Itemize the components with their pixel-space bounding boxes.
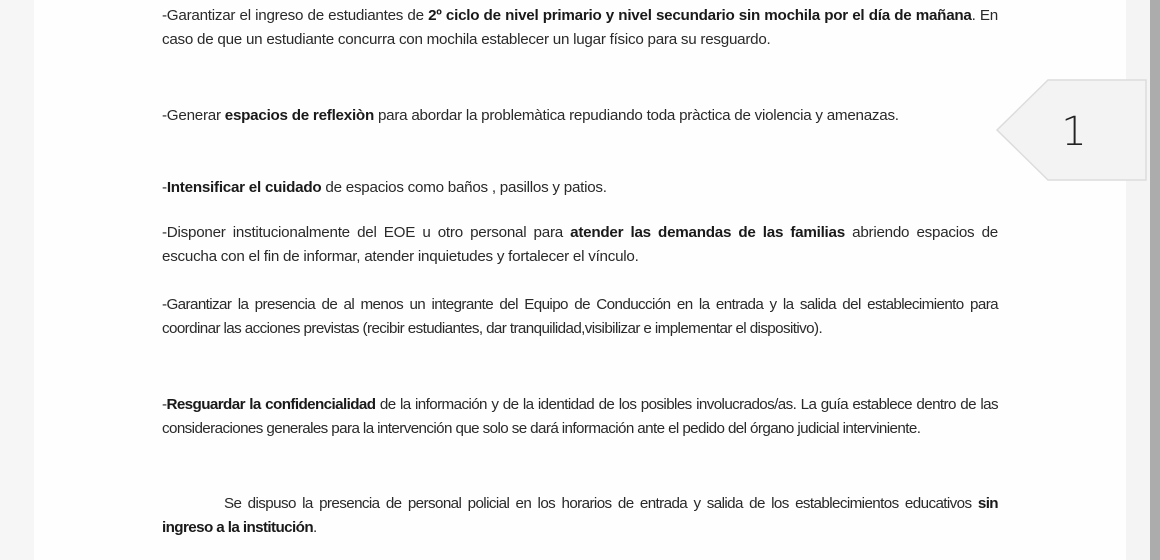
paragraph-confidencialidad xyxy=(162,393,998,441)
text-segment: - xyxy=(162,179,167,196)
text-segment: -Disponer institucionalmente del EOE u otro personal para xyxy=(162,224,571,241)
text-segment: de la información y de la identidad de los posibles involucrados/as. La guía establece dentro de las consideraciones generales para la intervención que solo se dará información ante el pedido del órgano judicial interviniente. xyxy=(162,396,998,437)
bold-text-segment: 2º ciclo de nivel primario y nivel secundario sin mochila por el día de mañana xyxy=(428,7,972,24)
bold-text-segment: atender las demandas de las familias xyxy=(570,224,845,241)
text-segment: abriendo espacios de escucha con el fin de informar, atender inquietudes y fortalecer el vínculo. xyxy=(162,224,998,265)
text-segment: . xyxy=(313,519,317,536)
scrollbar[interactable] xyxy=(1150,0,1160,560)
text-segment: de espacios como baños , pasillos y patios. xyxy=(321,179,607,196)
paragraph-reflexion xyxy=(162,104,998,128)
bold-text-segment: Intensificar el cuidado xyxy=(166,179,322,196)
paragraph-personal-policial xyxy=(162,492,998,540)
page-number: 1 xyxy=(1061,109,1087,155)
text-segment: . En caso de que un estudiante concurra con mochila establecer un lugar físico para su resguardo. xyxy=(162,7,998,48)
paragraph-equipo-conduccion xyxy=(162,293,998,341)
bold-text-segment: espacios de reflexiòn xyxy=(224,107,374,124)
bold-text-segment: sin ingreso a la institución xyxy=(162,495,998,536)
document-page xyxy=(34,0,1126,560)
text-segment: -Garantizar la presencia de al menos un integrante del Equipo de Conducción en la entrada y la salida del establecimiento para coordinar las acciones previstas (recibir estudiantes, dar tranquilidad,visibilizar e implementar el dispositivo). xyxy=(162,296,998,337)
text-segment: Se dispuso la presencia de personal policial en los horarios de entrada y salida de los establecimientos educativos xyxy=(224,495,978,512)
paragraph-mochila xyxy=(162,4,998,52)
text-segment: -Generar xyxy=(162,107,225,124)
paragraph-cuidado xyxy=(162,176,998,200)
text-segment: - xyxy=(162,396,167,413)
bold-text-segment: Resguardar la confidencialidad xyxy=(166,396,376,413)
paragraph-familias xyxy=(162,221,998,269)
text-segment: -Garantizar el ingreso de estudiantes de xyxy=(162,7,429,24)
text-segment: para abordar la problemàtica repudiando toda pràctica de violencia y amenazas. xyxy=(373,107,899,124)
